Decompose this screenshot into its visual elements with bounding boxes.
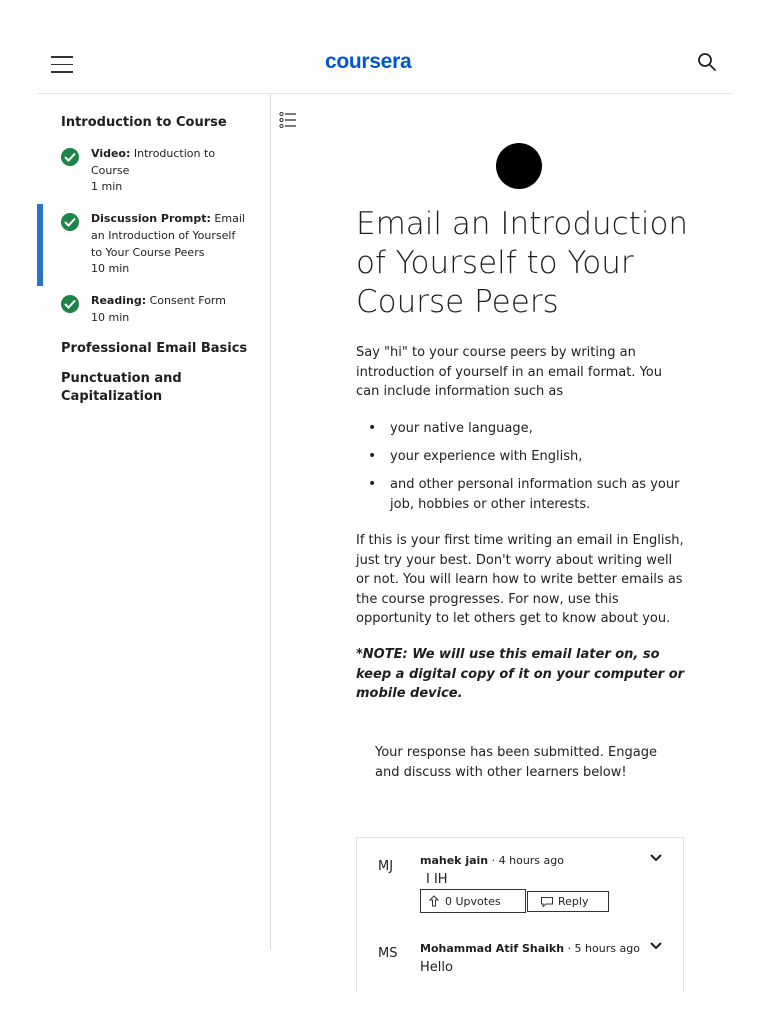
- lesson-duration: 10 min: [91, 262, 130, 275]
- lesson-duration: 10 min: [91, 311, 130, 324]
- module-professional-email-basics[interactable]: Professional Email Basics: [61, 341, 248, 356]
- list-item: • your native language,: [390, 419, 690, 439]
- discussion-post: [357, 838, 683, 926]
- hamburger-menu-icon[interactable]: [51, 56, 73, 74]
- post-body: Hello: [420, 960, 453, 975]
- post-meta: Mohammad Atif Shaikh · 5 hours ago: [420, 942, 640, 955]
- reply-label: Reply: [558, 895, 589, 908]
- author-initials: MS: [378, 946, 398, 961]
- intro-paragraph: Say "hi" to your course peers by writing an introduction of yourself in an email format. You can include information such as: [356, 345, 662, 399]
- lesson-discussion-prompt[interactable]: [37, 204, 270, 286]
- check-circle-icon: [61, 295, 79, 313]
- check-circle-icon: [61, 148, 79, 166]
- avatar: [496, 143, 542, 189]
- arrow-up-icon: [429, 895, 439, 907]
- lesson-reading-consent-form[interactable]: [37, 292, 270, 332]
- chevron-down-icon[interactable]: [649, 848, 663, 858]
- lesson-label: Reading: Consent Form: [91, 294, 226, 307]
- list-outline-icon[interactable]: [279, 111, 297, 129]
- post-meta: mahek jain · 4 hours ago: [420, 854, 564, 867]
- chevron-down-icon[interactable]: [649, 936, 663, 946]
- top-header: [37, 0, 732, 94]
- lesson-label: Video: Introduction to Course: [91, 147, 216, 177]
- list-item: • your experience with English,: [390, 447, 690, 467]
- lesson-video-introduction[interactable]: [37, 145, 270, 195]
- coursera-logo[interactable]: coursera: [325, 50, 412, 73]
- page-title: Email an Introduction of Yourself to Your Course Peers: [356, 206, 689, 320]
- submission-status: Your response has been submitted. Engage and discuss with other learners below!: [375, 745, 657, 780]
- upvote-button[interactable]: [420, 889, 526, 913]
- check-circle-icon: [61, 213, 79, 231]
- note-paragraph: *NOTE: We will use this email later on, so keep a digital copy of it on your computer or mobile device.: [356, 647, 685, 701]
- speech-bubble-icon: [540, 896, 554, 908]
- lesson-label: Discussion Prompt: Email an Introduction of Yourself to Your Course Peers: [91, 212, 245, 259]
- list-item: • and other personal information such as your job, hobbies or other interests.: [390, 475, 690, 514]
- info-bullet-list: [390, 419, 690, 523]
- search-icon[interactable]: [697, 52, 719, 74]
- author-name[interactable]: Mohammad Atif Shaikh: [420, 942, 565, 955]
- lesson-duration: 1 min: [91, 180, 123, 193]
- post-body: I IH: [426, 872, 448, 887]
- guidance-paragraph: If this is your first time writing an email in English, just try your best. Don't worry about writing well or not. You will learn how to write better emails as the course progresses. For now, use this opportunity to let others get to know about you.: [356, 533, 684, 626]
- discussion-post: [357, 928, 683, 993]
- upvote-count: 0 Upvotes: [445, 894, 501, 908]
- author-name[interactable]: mahek jain: [420, 854, 489, 867]
- course-sidebar: [37, 94, 271, 950]
- discussion-thread: [356, 837, 684, 992]
- author-initials: MJ: [378, 859, 394, 874]
- module-punctuation-capitalization[interactable]: Punctuation and Capitalization: [61, 371, 182, 404]
- module-introduction-to-course[interactable]: Introduction to Course: [61, 115, 227, 130]
- reply-button[interactable]: [527, 891, 609, 912]
